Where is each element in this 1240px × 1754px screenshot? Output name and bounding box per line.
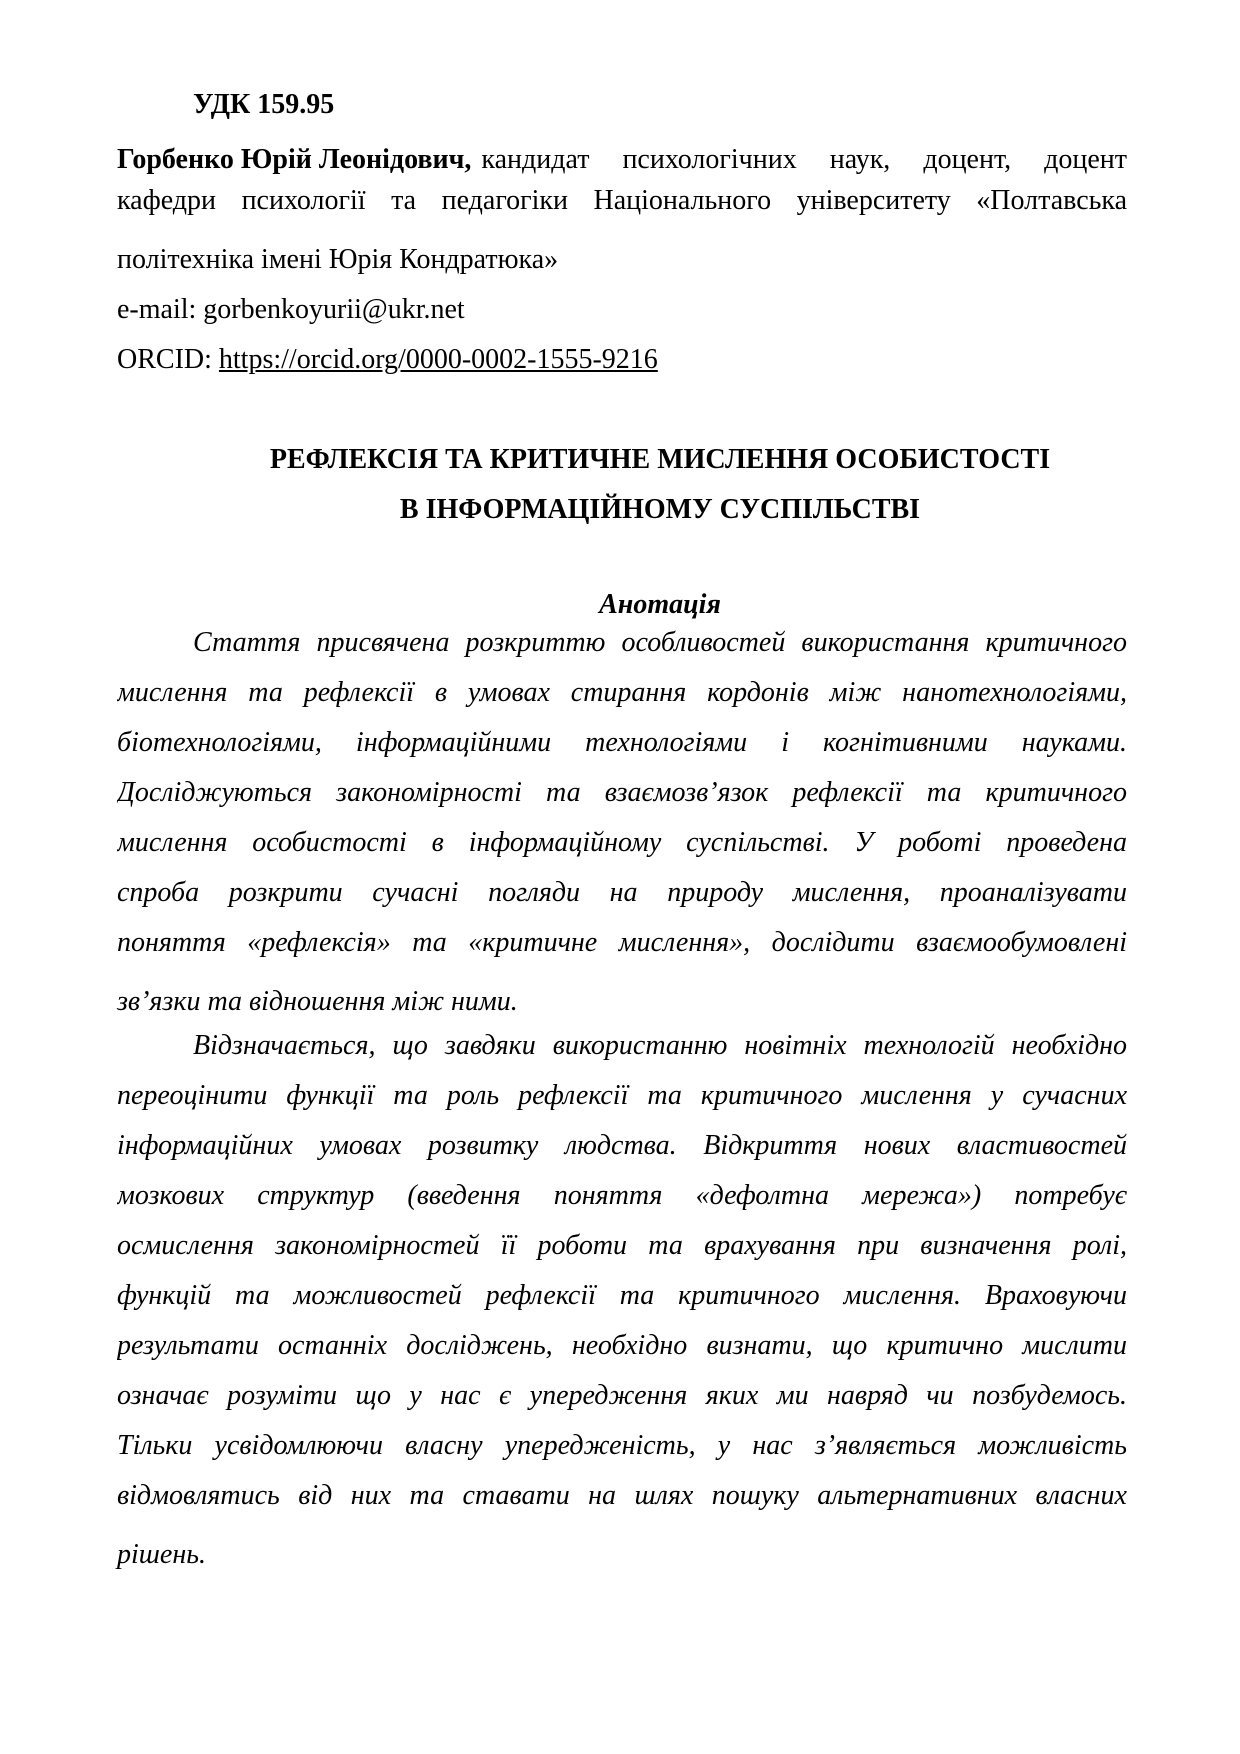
abstract-line: Відзначається, що завдяки використанню новітніх технологій необхідно: [193, 1030, 1127, 1061]
abstract-heading: Анотація: [599, 589, 721, 620]
abstract-line: результати останніх досліджень, необхідно визнати, що критично мислити: [117, 1330, 1127, 1361]
author-line-1: [117, 135, 1127, 185]
abstract-line: Тільки усвідомлюючи власну упередженість, у нас з’являється можливість: [117, 1430, 1127, 1461]
abstract-line: мислення особистості в інформаційному суспільстві. У роботі проведена: [117, 827, 1127, 858]
udk-code: УДК 159.95: [193, 89, 335, 120]
author-block: [117, 80, 1127, 385]
abstract-line: спроба розкрити сучасні погляди на природу мислення, проаналізувати: [117, 877, 1127, 908]
abstract-line: рішень.: [117, 1539, 206, 1570]
email-line: [117, 285, 1127, 335]
abstract-line: функцій та можливостей рефлексії та критичного мислення. Враховуючи: [117, 1280, 1127, 1311]
author-name: Горбенко Юрій Леонідович,: [117, 144, 472, 175]
abstract-line: поняття «рефлексія» та «критичне мислення», дослідити взаємообумовлені: [117, 927, 1127, 958]
abstract-line: зв’язки та відношення між ними.: [117, 986, 518, 1017]
abstract-line: біотехнологіями, інформаційними технологіями і когнітивними науками.: [117, 727, 1127, 758]
abstract-paragraph-2: [117, 1030, 1127, 1580]
title-line-1: РЕФЛЕКСІЯ ТА КРИТИЧНЕ МИСЛЕННЯ ОСОБИСТОСТІ: [269, 444, 1051, 475]
abstract-line: відмовлятись від них та ставати на шлях пошуку альтернативних власних: [117, 1480, 1127, 1511]
abstract-paragraph-1: [117, 627, 1127, 1027]
abstract-line: означає розуміти що у нас є упередження яких ми навряд чи позбудемось.: [117, 1380, 1127, 1411]
orcid-line: [117, 335, 1127, 385]
email-address[interactable]: gorbenkoyurii@ukr.net: [203, 294, 465, 325]
abstract-line: Стаття присвячена розкриттю особливостей використання критичного: [193, 627, 1127, 658]
abstract-line: мозкових структур (введення поняття «дефолтна мережа») потребує: [117, 1180, 1127, 1211]
abstract-line: інформаційних умовах розвитку людства. Відкриття нових властивостей: [117, 1130, 1127, 1161]
article-title: [117, 435, 1127, 535]
orcid-label: ORCID:: [117, 344, 212, 375]
author-position: кандидат психологічних наук, доцент, доцент: [481, 144, 1127, 175]
abstract-line: мислення та рефлексії в умовах стирання кордонів між нанотехнологіями,: [117, 677, 1127, 708]
email-label: e-mail:: [117, 294, 197, 325]
abstract-heading-block: [117, 580, 1127, 630]
orcid-link[interactable]: https://orcid.org/0000-0002-1555-9216: [218, 344, 658, 375]
author-line-3: політехніка імені Юрія Кондратюка»: [117, 244, 559, 275]
title-line-2: В ІНФОРМАЦІЙНОМУ СУСПІЛЬСТВІ: [399, 494, 921, 525]
author-line-2: кафедри психології та педагогіки Національного університету «Полтавська: [117, 185, 1127, 216]
abstract-line: переоцінити функції та роль рефлексії та критичного мислення у сучасних: [117, 1080, 1127, 1111]
abstract-line: осмислення закономірностей її роботи та врахування при визначення ролі,: [117, 1230, 1127, 1261]
abstract-line: Досліджуються закономірності та взаємозв’язок рефлексії та критичного: [117, 777, 1127, 808]
